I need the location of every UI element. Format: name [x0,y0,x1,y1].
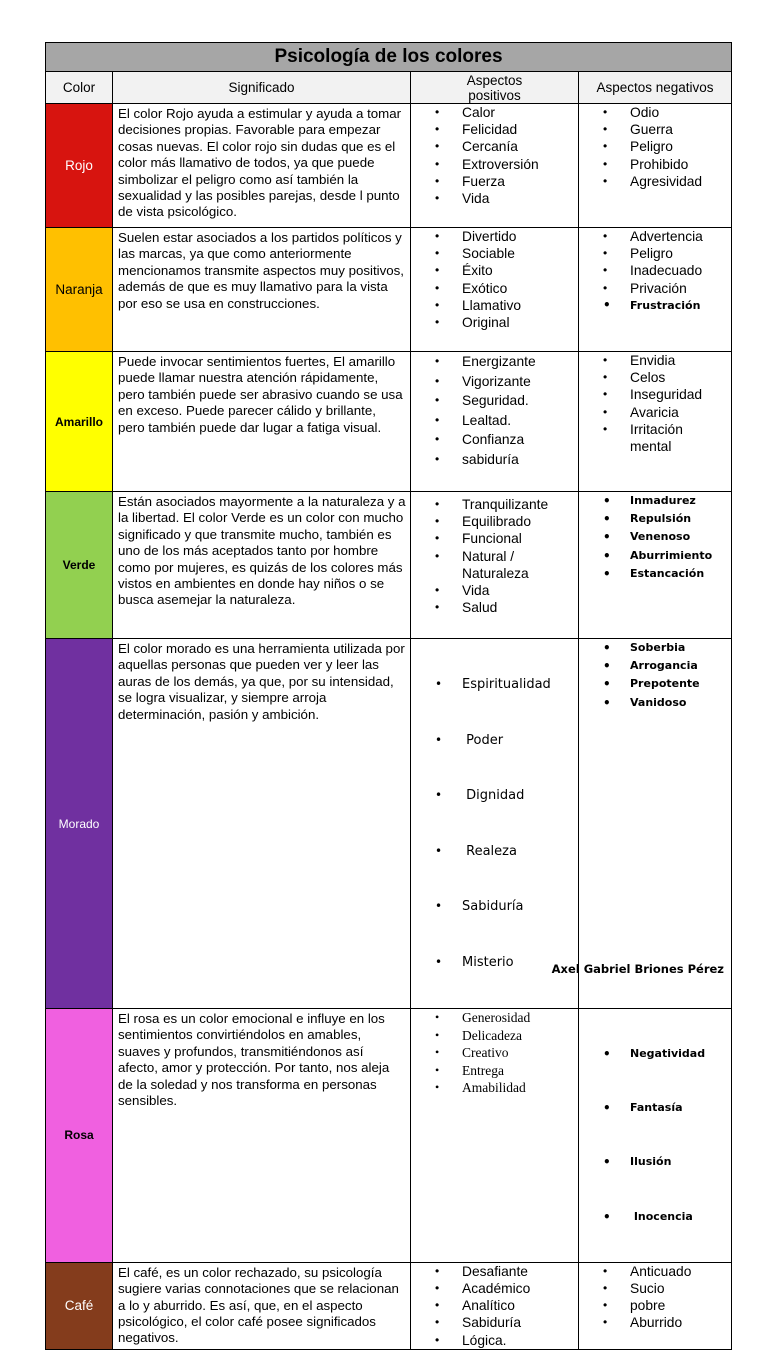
list-item: • Guerra [630,121,731,138]
list-item: • Generosidad [462,1009,578,1027]
list-item: • Equilibrado [462,513,578,530]
color-name: Amarillo [54,414,103,429]
list-item: • Seguridad. [462,391,578,411]
header-color: Color [46,72,113,104]
color-name: Naranja [55,282,103,297]
description-cell: Están asociados mayormente a la naturaleza y a la libertad. El color Verde es un color con mucho significado y que transmite mucho, también es uno de los más aceptados tanto por hombre como por mujeres, es quizás de los colores más vistos en ambientes en donde hay niños o se busca asemejar la naturaleza. [113,492,411,639]
positive-list [411,492,578,616]
list-item: • Divertido [462,228,578,245]
header-meaning: Significado [113,72,411,104]
color-swatch-morado [46,639,113,1009]
author-signature: Axel Gabriel Briones Pérez [551,962,724,976]
table-row [46,104,732,228]
list-item: • Estancación [630,565,731,583]
list-item: • Vanidoso [630,694,731,712]
positive-cell [411,492,579,639]
negative-list [579,1263,731,1332]
negative-list [579,639,731,712]
list-item: • Llamativo [462,297,578,314]
header-negative: Aspectos negativos [579,72,732,104]
list-item: • Extroversión [462,156,578,173]
list-item: • Soberbia [630,639,731,657]
positive-list [411,228,578,331]
list-item: • Fantasía [630,1099,731,1117]
negative-list [579,492,731,583]
color-swatch-amarillo [46,352,113,492]
list-item: • Vida [462,582,578,599]
list-item: • Inadecuado [630,262,731,279]
positive-cell [411,352,579,492]
list-item: • Funcional [462,530,578,547]
list-item: • Anticuado [630,1263,731,1280]
list-item: • Agresividad [630,173,731,190]
table-row [46,639,732,1009]
list-item: • Realeza [462,842,578,862]
positive-list [411,352,578,470]
list-item: • Inseguridad [630,386,731,403]
table-row [46,1009,732,1263]
color-swatch-rojo [46,104,113,228]
positive-cell [411,104,579,228]
table-row [46,228,732,352]
table-row [46,492,732,639]
list-item: • Misterio [462,953,578,973]
list-item: • Odio [630,104,731,121]
list-item: • Prepotente [630,675,731,693]
list-item: • Calor [462,104,578,121]
description-cell: El color morado es una herramienta utilizada por aquellas personas que pueden ver y leer las auras de los demás, ya que, por su intensidad, se logra visualizar, y siempre arroja determinación, pasión y ambición. [113,639,411,1009]
list-item: • Dignidad [462,786,578,806]
list-item: • Vida [462,190,578,207]
list-item: • Cercanía [462,138,578,155]
list-item: • Vigorizante [462,372,578,392]
list-item: • Confianza [462,430,578,450]
list-item: • Ilusión [630,1153,731,1171]
color-swatch-rosa [46,1009,113,1263]
colors-table [45,42,732,1350]
color-name: Café [64,1298,94,1314]
list-item: • Peligro [630,245,731,262]
list-item: • Sucio [630,1280,731,1297]
description-cell: Suelen estar asociados a los partidos políticos y las marcas, ya que como anteriormente mencionamos transmite aspectos muy positivos, además de que es muy llamativo para la vista por eso se usa en construcciones. [113,228,411,352]
list-item: • Repulsión [630,510,731,528]
color-name: Verde [62,558,96,572]
list-item: • pobre [630,1297,731,1314]
list-item: • Negatividad [630,1045,731,1063]
list-item: • Celos [630,369,731,386]
list-item: • Avaricia [630,404,731,421]
list-item: • Inmadurez [630,492,731,510]
list-item: • Espiritualidad [462,675,578,695]
list-item: • Desafiante [462,1263,578,1280]
negative-cell [579,104,732,228]
positive-list [411,1263,578,1349]
negative-list [579,228,731,314]
list-item: • Lógica. [462,1332,578,1349]
list-item: • Académico [462,1280,578,1297]
negative-cell [579,1262,732,1349]
list-item: • Prohibido [630,156,731,173]
list-item: • Natural / Naturaleza [462,548,542,582]
list-item: • Envidia [630,352,731,369]
positive-cell [411,1262,579,1349]
negative-cell [579,352,732,492]
list-item: • Advertencia [630,228,731,245]
list-item: • Lealtad. [462,411,578,431]
list-item: • Tranquilizante [462,496,578,513]
list-item: • Creativo [462,1044,578,1062]
list-item: • Sociable [462,245,578,262]
list-item: • Fuerza [462,173,578,190]
list-item: • Aburrido [630,1314,731,1331]
list-item: • Delicadeza [462,1027,578,1045]
table-title: Psicología de los colores [46,43,732,72]
positive-cell [411,639,579,1009]
negative-cell [579,492,732,639]
list-item: • Original [462,314,578,331]
list-item: • Felicidad [462,121,578,138]
list-item: • Aburrimiento [630,547,731,565]
negative-list [579,1009,731,1262]
description-cell: El color Rojo ayuda a estimular y ayuda a tomar decisiones propias. Favorable para empezar cosas nuevas. El color rojo sin dudas que es el color más llamativo de todos, ya que puede simbolizar el peligro como así también la sexualidad y las posibles parejas, desde l punto de vista psicológico. [113,104,411,228]
negative-list [579,352,731,455]
list-item: • Venenoso [630,528,731,546]
color-name: Rojo [65,158,93,173]
negative-cell [579,228,732,352]
description-cell: El café, es un color rechazado, su psicología sugiere varias connotaciones que se relacionan a lo y aburrido. Es así, que, en el aspecto psicológico, el color café posee significados negativos. [113,1262,411,1349]
positive-list [411,639,578,1008]
color-name: Morado [58,816,100,831]
list-item: • Analítico [462,1297,578,1314]
negative-list [579,104,731,190]
list-item: • Amabilidad [462,1079,578,1097]
color-name: Rosa [64,1128,94,1143]
table-row [46,352,732,492]
color-swatch-cafe [46,1262,113,1349]
negative-cell [579,1009,732,1263]
list-item: • Exótico [462,280,578,297]
list-item: • sabiduría [462,450,578,470]
list-item: • Peligro [630,138,731,155]
positive-list [411,104,578,207]
list-item: • Privación [630,280,731,297]
description-cell: El rosa es un color emocional e influye en los sentimientos convirtiéndolos en amables, suaves y profundos, transmitiéndonos así afecto, amor y protección. Por tanto, nos aleja de la soledad y nos transforma en personas sensibles. [113,1009,411,1263]
table-row [46,1262,732,1349]
list-item: • Irritación mental [630,421,702,455]
list-item: • Salud [462,599,578,616]
color-swatch-naranja [46,228,113,352]
list-item: • Frustración [630,297,731,314]
list-item: • Inocencia [630,1208,731,1226]
list-item: • Energizante [462,352,578,372]
description-cell: Puede invocar sentimientos fuertes, El amarillo puede llamar nuestra atención rápidamente, pero también puede ser abrasivo cuando se usa en exceso. Puede parecer cálido y brillante, pero también puede dar lugar a fatiga visual. [113,352,411,492]
list-item: • Poder [462,731,578,751]
list-item: • Éxito [462,262,578,279]
positive-cell [411,1009,579,1263]
list-item: • Entrega [462,1062,578,1080]
positive-cell [411,228,579,352]
positive-list [411,1009,578,1097]
list-item: • Arrogancia [630,657,731,675]
header-positive: Aspectos positivos [411,72,579,104]
list-item: • Sabiduría [462,1314,578,1331]
color-swatch-verde [46,492,113,639]
list-item: • Sabiduría [462,897,578,917]
negative-cell [579,639,732,1009]
